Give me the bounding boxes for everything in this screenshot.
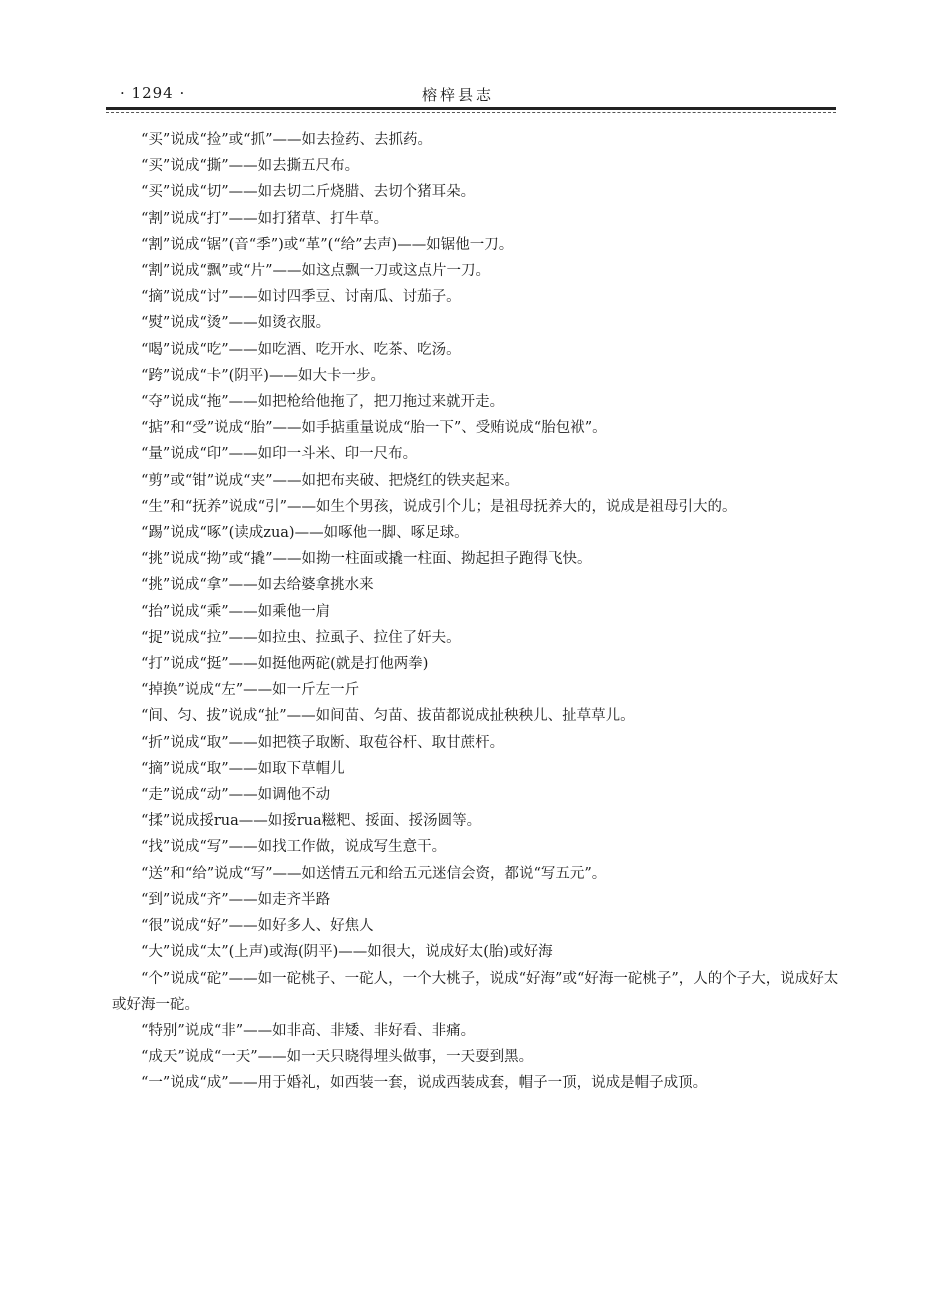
- paragraph: “挑”说成“拿”——如去给婆拿挑水来: [141, 577, 374, 594]
- page-header: [112, 84, 842, 108]
- paragraph: “大”说成“太”(上声)或海(阴平)——如很大，说成好太(胎)或好海: [141, 944, 553, 961]
- paragraph: “割”说成“锯”(音“季”)或“革”(“给”去声)——如锯他一刀。: [141, 236, 514, 253]
- header-rule-secondary: [106, 112, 836, 113]
- paragraph: “走”说成“动”——如调他不动: [141, 787, 331, 804]
- paragraph: “买”说成“撕”——如去撕五尺布。: [141, 158, 360, 175]
- paragraph: “摘”说成“取”——如取下草帽儿: [141, 760, 345, 777]
- paragraph: “到”说成“齐”——如走齐半路: [141, 891, 331, 908]
- paragraph: “找”说成“写”——如找工作做，说成写生意干。: [141, 839, 447, 856]
- paragraph: “抬”说成“乘”——如乘他一肩: [141, 603, 331, 620]
- page-number: · 1294 ·: [120, 84, 186, 102]
- paragraph: “买”说成“切”——如去切二斤烧腊、去切个猪耳朵。: [141, 184, 476, 201]
- paragraph: “熨”说成“烫”——如烫衣服。: [141, 315, 331, 332]
- body-text: [112, 127, 842, 1097]
- paragraph: “一”说成“成”——用于婚礼，如西装一套，说成西装成套，帽子一顶，说成是帽子成顶。: [141, 1075, 708, 1092]
- paragraph: “夺”说成“拖”——如把枪给他拖了，把刀拖过来就开走。: [141, 394, 505, 411]
- paragraph: “很”说成“好”——如好多人、好焦人: [141, 918, 374, 935]
- paragraph: “割”说成“打”——如打猪草、打牛草。: [141, 210, 389, 227]
- paragraph: “喝”说成“吃”——如吃酒、吃开水、吃茶、吃汤。: [141, 341, 461, 358]
- paragraph: “捉”说成“拉”——如拉虫、拉虱子、拉住了奸夫。: [141, 629, 461, 646]
- paragraph: “送”和“给”说成“写”——如送情五元和给五元迷信会资，都说“写五元”。: [141, 865, 607, 882]
- header-rule: [106, 107, 836, 110]
- paragraph: “摘”说成“讨”——如讨四季豆、讨南瓜、讨茄子。: [141, 289, 461, 306]
- paragraph: “成天”说成“一天”——如一天只晓得埋头做事，一天耍到黑。: [141, 1049, 534, 1066]
- running-title: 榕梓县志: [422, 86, 495, 104]
- paragraph: “个”说成“砣”——如一砣桃子、一砣人，一个大桃子，说成“好海”或“好海一砣桃子”，人的个子大，说成好太或好海一砣。: [112, 970, 839, 1013]
- paragraph: “掂”和“受”说成“胎”——如手掂重量说成“胎一下”、受贿说成“胎包袱”。: [141, 420, 607, 437]
- paragraph: “踢”说成“啄”(读成zua)——如啄他一脚、啄足球。: [141, 525, 469, 542]
- paragraph: “折”说成“取”——如把筷子取断、取苞谷杆、取甘蔗杆。: [141, 734, 505, 751]
- paragraph: “跨”说成“卡”(阴平)——如大卡一步。: [141, 367, 385, 384]
- paragraph: “生”和“抚养”说成“引”——如生个男孩，说成引个儿；是祖母抚养大的，说成是祖母引大的。: [141, 498, 737, 515]
- paragraph: “特别”说成“非”——如非高、非矮、非好看、非痛。: [141, 1022, 476, 1039]
- paragraph: “掉换”说成“左”——如一斤左一斤: [141, 682, 360, 699]
- paragraph: “买”说成“捡”或“抓”——如去捡药、去抓药。: [141, 132, 432, 148]
- paragraph: “割”说成“飘”或“片”——如这点飘一刀或这点片一刀。: [141, 263, 490, 280]
- paragraph: “量”说成“印”——如印一斗米、印一尺布。: [141, 446, 418, 463]
- paragraph: “剪”或“钳”说成“夹”——如把布夹破、把烧红的铁夹起来。: [141, 472, 519, 489]
- paragraph: “打”说成“挺”——如挺他两砣(就是打他两拳): [141, 656, 429, 673]
- paragraph: “揉”说成挼rua——如挼rua糍粑、挼面、挼汤圆等。: [141, 813, 482, 830]
- paragraph: “挑”说成“拗”或“撬”——如拗一柱面或撬一柱面、拗起担子跑得飞快。: [141, 551, 592, 568]
- paragraph: “间、匀、拔”说成“扯”——如间苗、匀苗、拔苗都说成扯秧秧儿、扯草草儿。: [141, 708, 635, 725]
